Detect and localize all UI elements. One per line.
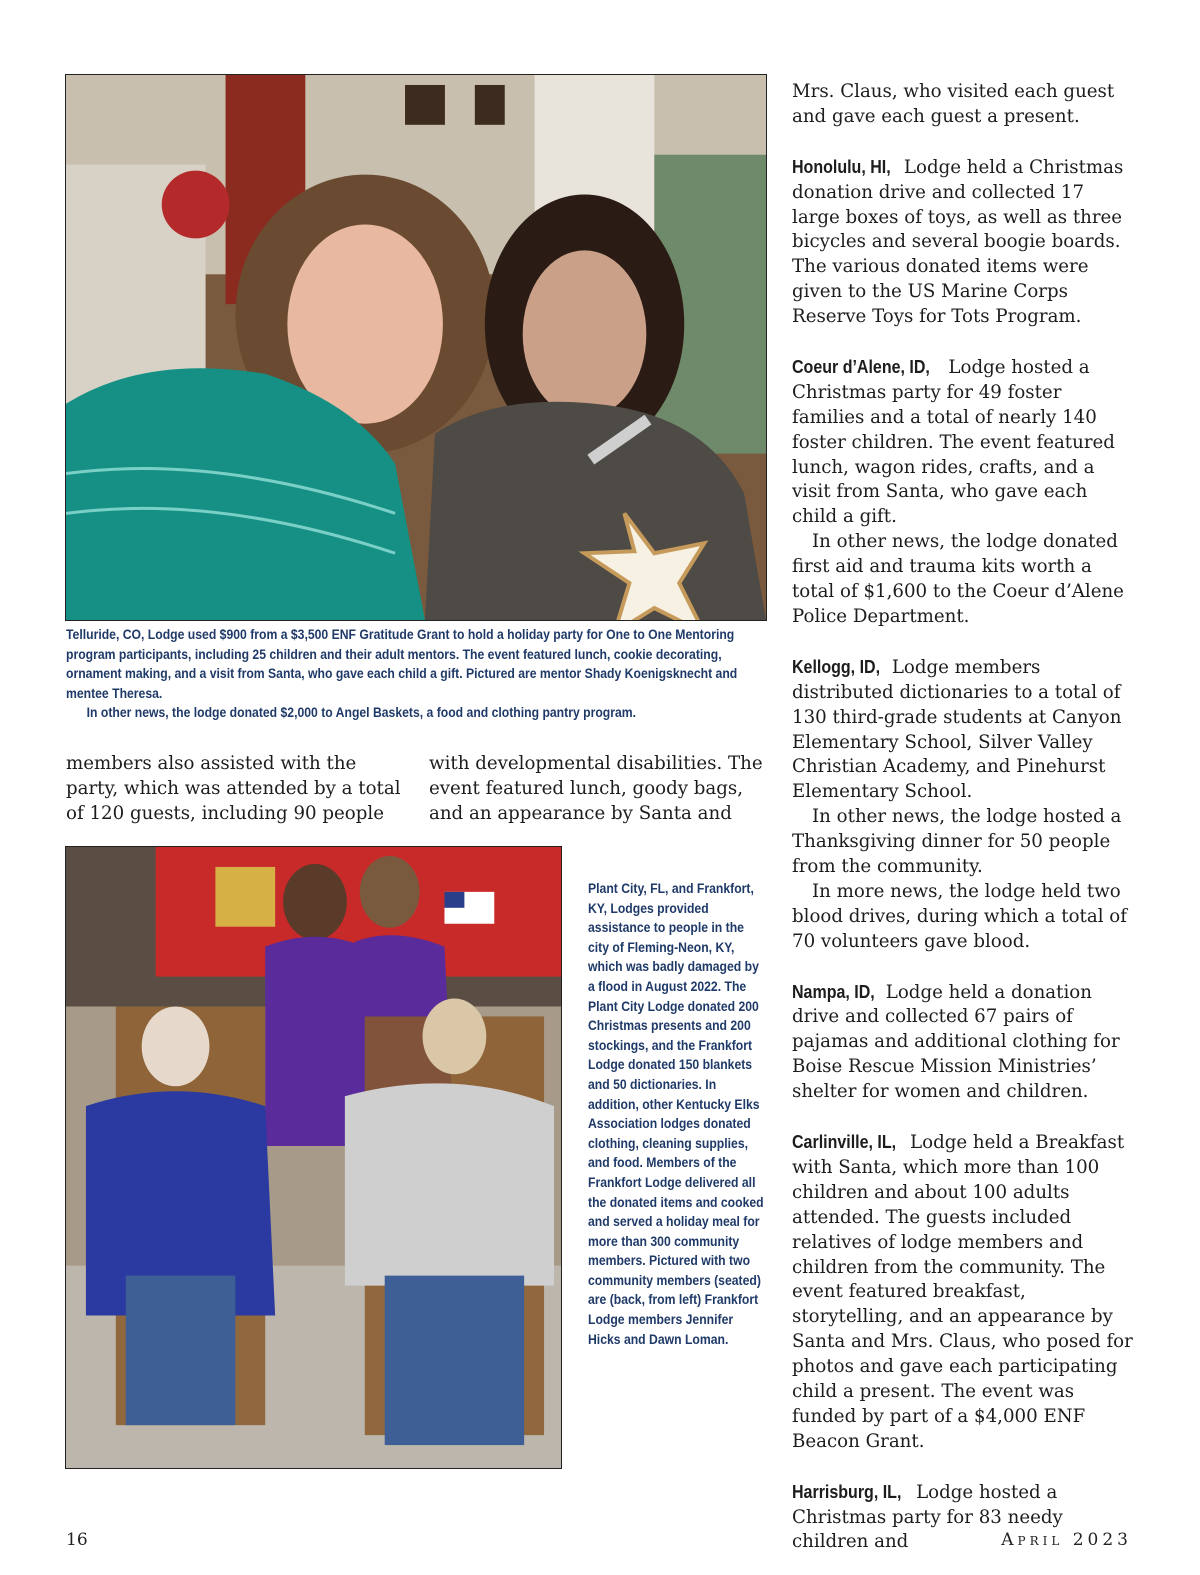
- left-column-text: [66, 752, 406, 827]
- photo-four-women-icon: [66, 847, 561, 1468]
- kellogg-text: Lodge members distributed dictionaries to a total of 130 third-grade students at Canyon Elementary School, Silver Valley Christian Academy, and Pinehurst Elementary School.: [792, 656, 1122, 803]
- article-honolulu: [792, 155, 1137, 330]
- nampa-text: Lodge held a donation drive and collected 67 pairs of pajamas and additional clothing for Boise Rescue Mission Ministries’ shelter for women and children.: [792, 981, 1120, 1103]
- caption-plant-city-body: Lodges provided assistance to people in the city of Fleming-Neon, KY, which was badly damaged by a flood in August 2022. The Plant City Lodge donated 200 Christmas presents and 200 stockings, and the Frankfort Lodge donated 150 blankets and 50 dictionaries. In addition, other Kentucky Elks Association lodges donated clothing, cleaning supplies, and food. Members of the Frankfort Lodge delivered all the donated items and cooked and served a holiday meal for more than 300 community members. Pictured with two community members (seated) are (back, from left) Frankfort Lodge members Jennifer Hicks and Dawn Loman.: [588, 900, 764, 1348]
- caption-telluride-para2: In other news, the lodge donated $2,000 to Angel Baskets, a food and clothing pantry program.: [86, 705, 637, 722]
- left-column-paragraph: members also assisted with the party, which was attended by a total of 120 guests, including 90 people: [66, 753, 401, 824]
- right-column-intro: Mrs. Claus, who visited each guest and gave each guest a present.: [792, 81, 1115, 127]
- article-nampa: [792, 980, 1137, 1106]
- carlinville-paragraph: [792, 1130, 1137, 1455]
- honolulu-city: Honolulu, HI,: [792, 156, 891, 177]
- caption-plant-city-and: and: [668, 881, 697, 897]
- honolulu-paragraph: [792, 155, 1137, 330]
- article-kellogg: [792, 655, 1137, 955]
- coeur-text: Lodge hosted a Christmas party for 49 foster families and a total of nearly 140 foster children. The event featured lunch, wagon rides, crafts, and a visit from Santa, who gave each child a gift.: [792, 356, 1115, 528]
- caption-frankfort-city: Frankfort, KY,: [588, 881, 754, 917]
- article-carlinville: [792, 1130, 1137, 1455]
- right-column-text: [792, 80, 1137, 1555]
- kellogg-paragraph: [792, 655, 1137, 805]
- page-number: 16: [66, 1530, 88, 1550]
- caption-telluride-text: [66, 626, 763, 704]
- harrisburg-city: Harrisburg, IL,: [792, 1481, 902, 1502]
- mid-column-paragraph: with developmental disabilities. The event featured lunch, goody bags, and an appearance by Santa and: [429, 753, 763, 824]
- coeur-paragraph: [792, 355, 1137, 530]
- kellogg-city: Kellogg, ID,: [792, 656, 881, 677]
- issue-date: April 2023: [1001, 1530, 1132, 1550]
- photo-two-people-icon: [66, 75, 766, 620]
- coeur-paragraph-2: In other news, the lodge donated first aid and trauma kits worth a total of $1,600 to the Coeur d’Alene Police Department.: [792, 531, 1124, 627]
- caption-telluride-city: Telluride, CO,: [66, 627, 145, 643]
- carlinville-text: Lodge held a Breakfast with Santa, which more than 100 children and about 100 adults attended. The guests included relatives of lodge members and children from the community. The event featured breakfast, storytelling, and an appearance by Santa and Mrs. Claus, who posed for photos and gave each participating child a present. The event was funded by part of a $4,000 ENF Beacon Grant.: [792, 1131, 1133, 1452]
- harrisburg-text: Lodge hosted a Christmas party for 83 needy children and: [792, 1481, 1063, 1553]
- kellogg-paragraph-3: In more news, the lodge held two blood drives, during which a total of 70 volunteers gave blood.: [792, 880, 1127, 952]
- honolulu-text: Lodge held a Christmas donation drive and collected 17 large boxes of toys, as well as three bicycles and several boogie boards. The various donated items were given to the US Marine Corps Reserve Toys for Tots Program.: [792, 156, 1124, 328]
- caption-telluride: [66, 626, 763, 724]
- caption-plant-city-frankfort: [588, 880, 767, 1350]
- caption-plant-city-text: [588, 880, 767, 1350]
- carlinville-city: Carlinville, IL,: [792, 1131, 897, 1152]
- photo-telluride: [65, 74, 767, 621]
- nampa-city: Nampa, ID,: [792, 981, 875, 1002]
- photo-plant-city-frankfort: [65, 846, 562, 1469]
- kellogg-paragraph-2: In other news, the lodge hosted a Thanksgiving dinner for 50 people from the community.: [792, 806, 1122, 878]
- coeur-city: Coeur d’Alene, ID,: [792, 356, 930, 377]
- article-coeur-dalene: [792, 355, 1137, 630]
- mid-column-text: [429, 752, 769, 827]
- caption-plant-city-city: Plant City, FL,: [588, 881, 669, 897]
- caption-telluride-body: Lodge used $900 from a $3,500 ENF Gratitude Grant to hold a holiday party for One to One Mentoring program participants, including 25 children and their adult mentors. The event featured lunch, cookie decorating, ornament making, and a visit from Santa, who gave each child a gift. Pictured are mentor Shady Koenigsknecht and mentee Theresa.: [66, 627, 738, 702]
- nampa-paragraph: [792, 980, 1137, 1106]
